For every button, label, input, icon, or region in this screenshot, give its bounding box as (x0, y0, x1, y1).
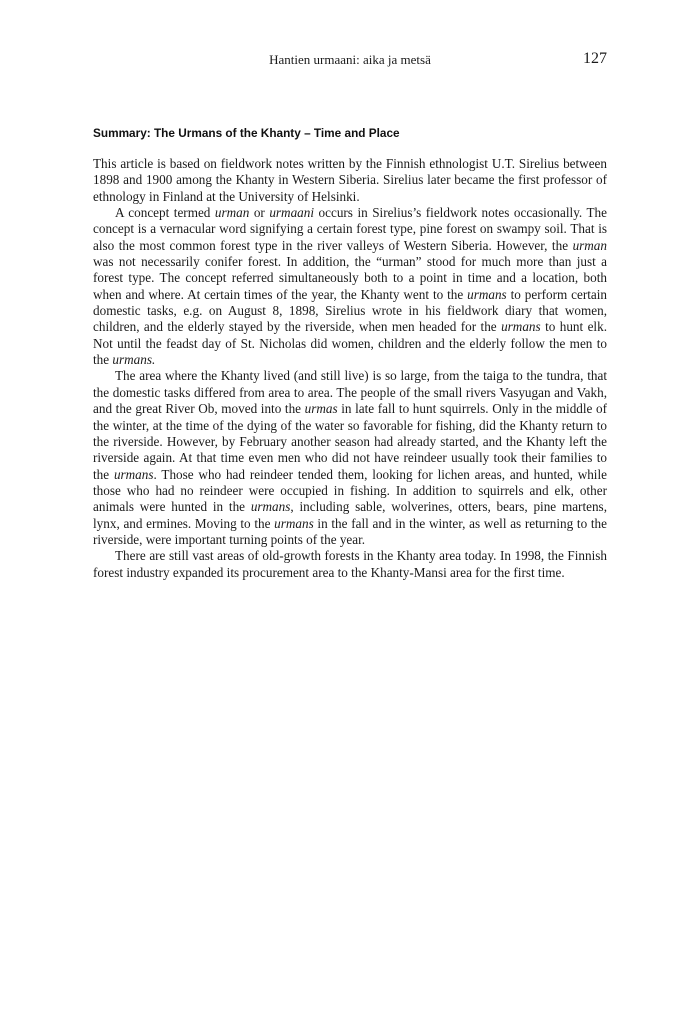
italic-term: urmans (113, 466, 154, 482)
summary-paragraph (93, 156, 607, 205)
italic-term: urmans. (112, 352, 156, 368)
text-run: A concept termed (115, 205, 215, 221)
running-head (93, 50, 607, 70)
text-run: or (249, 205, 270, 221)
text-run: to perform certain domestic tasks, e.g. on August 8, 1898, Sirelius wrote in his fieldwork diary that women, children, and the elderly stayed by the riverside, when men headed for the (93, 286, 608, 335)
italic-term: urman (572, 237, 607, 253)
text-run: This article is based on fieldwork notes written by the Finnish ethnologist U.T. Sirelius between 1898 and 1900 among the Khanty in Western Siberia. Sirelius later became the first professor of ethnology in Finland at the University of Helsinki. (93, 156, 607, 204)
italic-term: urmas (304, 401, 338, 417)
text-run: in the fall and in the winter, as well as returning to the riverside, were important turning points of the year. (93, 515, 607, 547)
summary-body (93, 156, 607, 581)
text-run: The area where the Khanty lived (and still live) is so large, from the taiga to the tundra, that the domestic tasks differed from area to area. The people of the small rivers Vasyugan and Vakh, and the great River Ob, moved into the (93, 368, 607, 417)
summary-paragraph (93, 368, 607, 548)
text-run: to hunt elk. Not until the feadst day of St. Nicholas did women, children and the elderly follow the men to the (93, 319, 607, 368)
italic-term: urmans (274, 515, 314, 531)
summary-paragraph (93, 205, 607, 368)
italic-term: urman (214, 205, 250, 221)
text-run: There are still vast areas of old-growth forests in the Khanty area today. In 1998, the Finnish forest industry expanded its procurement area to the Khanty-Mansi area for the first time. (93, 548, 607, 580)
italic-term: urmans (501, 319, 541, 335)
italic-term: urmans (250, 499, 291, 515)
page-number: 127 (583, 50, 607, 67)
summary-paragraph (93, 548, 607, 581)
italic-term: urmans (467, 286, 507, 302)
text-run: in late fall to hunt squirrels. Only in the middle of the winter, at the time of the dying of the water so favorable for fishing, did the Khanty return to the riverside. However, by February another season had already started, and the Khanty left the riverside again. At that time even men who did not have reindeer usually took their families to the (93, 401, 607, 482)
text-run: . Those who had reindeer tended them, looking for lichen areas, and hunted, while those who had no reindeer were occupied in fishing. In addition to squirrels and elk, other animals were hunted in the (93, 466, 607, 515)
running-title: Hantien urmaani: aika ja metsä (269, 52, 431, 67)
summary-heading: Summary: The Urmans of the Khanty – Time and Place (93, 126, 400, 140)
text-run: was not necessarily conifer forest. In addition, the “urman” stood for much more than just a forest type. The concept referred simultaneously both to a point in time and a location, both when and where. At certain times of the year, the Khanty went to the (93, 254, 607, 302)
italic-term: urmaani (269, 205, 315, 221)
text-run: occurs in Sirelius’s fieldwork notes occasionally. The concept is a vernacular word signifying a certain forest type, pine forest on swampy soil. That is also the most common forest type in the river valleys of Western Siberia. However, the (93, 205, 607, 253)
text-run: , including sable, wolverines, otters, bears, pine martens, lynx, and ermines. Moving to the (93, 499, 607, 531)
